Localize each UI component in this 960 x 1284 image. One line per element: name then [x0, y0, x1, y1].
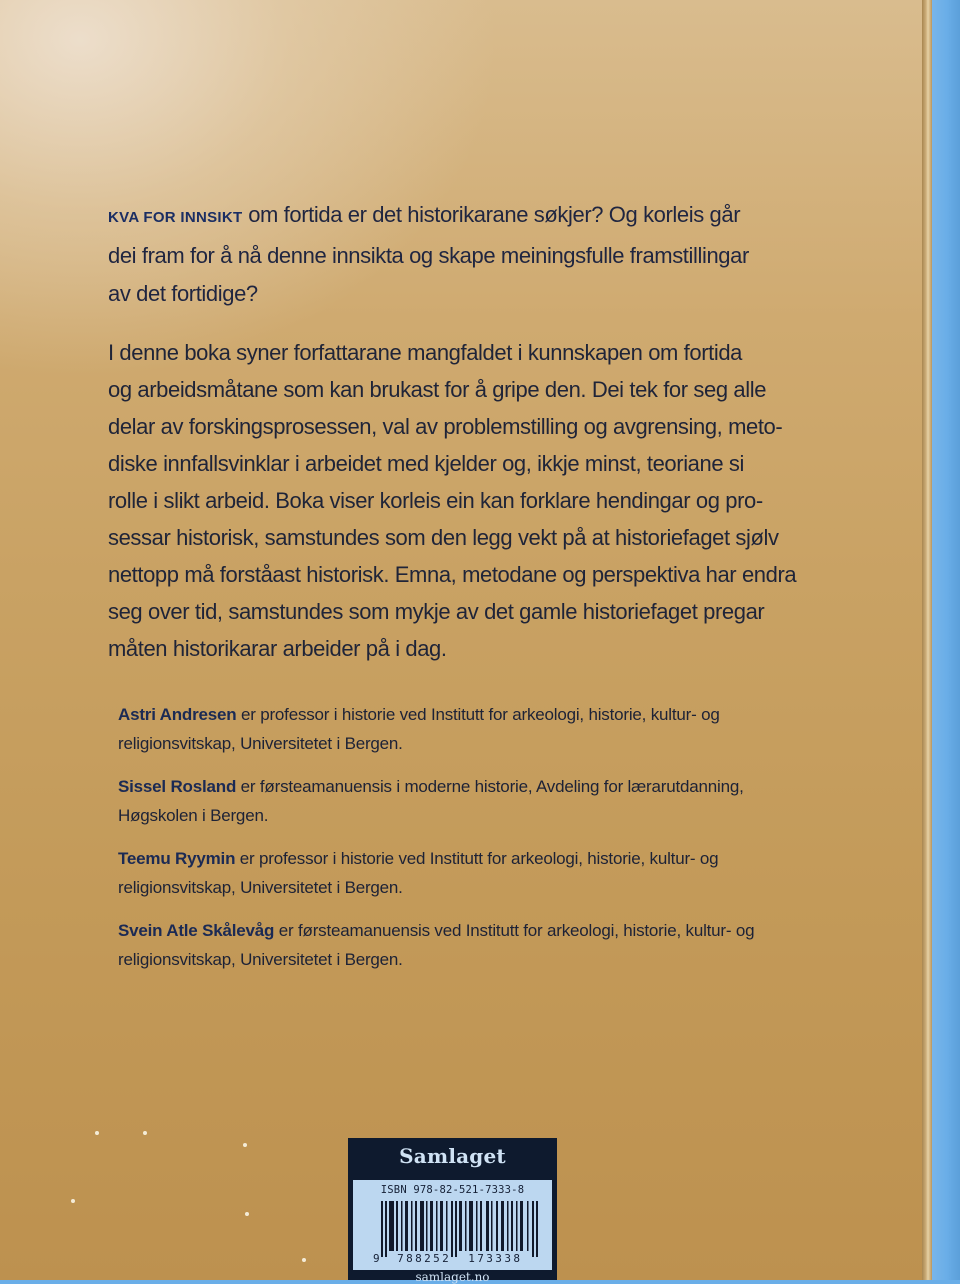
author-name: Sissel Rosland — [118, 777, 237, 796]
author-bio — [118, 916, 798, 974]
ean-first-digit: 9 — [373, 1252, 383, 1265]
publisher-logo: Samlaget — [399, 1144, 506, 1168]
author-bios — [118, 700, 798, 988]
dust-speck — [143, 1131, 147, 1135]
author-name: Teemu Ryymin — [118, 849, 236, 868]
description-line: nettopp må forståast historisk. Emna, metodane og perspektiva har endra — [108, 562, 797, 587]
author-description: er førsteamanuensis ved Institutt for arkeologi, historie, kultur- og religionsvitskap, Universitetet i Bergen. — [118, 921, 755, 969]
publisher-website: samlaget.no — [415, 1270, 490, 1284]
author-bio — [118, 844, 798, 902]
author-description: er professor i historie ved Institutt for arkeologi, historie, kultur- og religionsvitskap, Universitetet i Bergen. — [118, 705, 720, 753]
description-line: I denne boka syner forfattarane mangfaldet i kunnskapen om fortida — [108, 340, 743, 365]
dust-speck — [71, 1199, 75, 1203]
publisher-barcode-box — [348, 1138, 557, 1284]
description-line: diske innfallsvinklar i arbeidet med kjelder og, ikkje minst, teoriane si — [108, 451, 744, 476]
ean-group-2: 173338 — [468, 1252, 523, 1265]
description-line: måten historikarar arbeider på i dag. — [108, 636, 447, 661]
author-name: Astri Andresen — [118, 705, 237, 724]
book-edge — [922, 0, 932, 1280]
intro-question — [108, 196, 798, 313]
ean-number — [373, 1252, 543, 1265]
author-description: er professor i historie ved Institutt for arkeologi, historie, kultur- og religionsvitskap, Universitetet i Bergen. — [118, 849, 719, 897]
dust-speck — [95, 1131, 99, 1135]
author-bio — [118, 772, 798, 830]
description-line: delar av forskingsprosessen, val av problemstilling og avgrensing, meto- — [108, 414, 783, 439]
ean-group-1: 788252 — [397, 1252, 452, 1265]
barcode-panel — [353, 1180, 552, 1270]
intro-line: dei fram for å nå denne innsikta og skape meiningsfulle framstillingar — [108, 243, 749, 268]
intro-line: om fortida er det historikarane søkjer? Og korleis går — [242, 202, 741, 227]
description-line: seg over tid, samstundes som mykje av det gamle historiefaget pregar — [108, 599, 765, 624]
description-line: sessar historisk, samstundes som den legg vekt på at historiefaget sjølv — [108, 525, 779, 550]
description-line: og arbeidsmåtane som kan brukast for å gripe den. Dei tek for seg alle — [108, 377, 767, 402]
intro-line: av det fortidige? — [108, 281, 258, 306]
isbn-label: ISBN 978-82-521-7333-8 — [380, 1184, 525, 1196]
author-name: Svein Atle Skålevåg — [118, 921, 275, 940]
barcode-icon — [381, 1201, 539, 1257]
author-description: er førsteamanuensis i moderne historie, Avdeling for lærarutdanning, Høgskolen i Bergen. — [118, 777, 744, 825]
description-paragraph — [108, 334, 798, 667]
dust-speck — [302, 1258, 306, 1262]
dust-speck — [245, 1212, 249, 1216]
intro-lead: KVA FOR INNSIKT — [108, 209, 243, 226]
description-line: rolle i slikt arbeid. Boka viser korleis ein kan forklare hendingar og pro- — [108, 488, 763, 513]
author-bio — [118, 700, 798, 758]
dust-speck — [243, 1143, 247, 1147]
